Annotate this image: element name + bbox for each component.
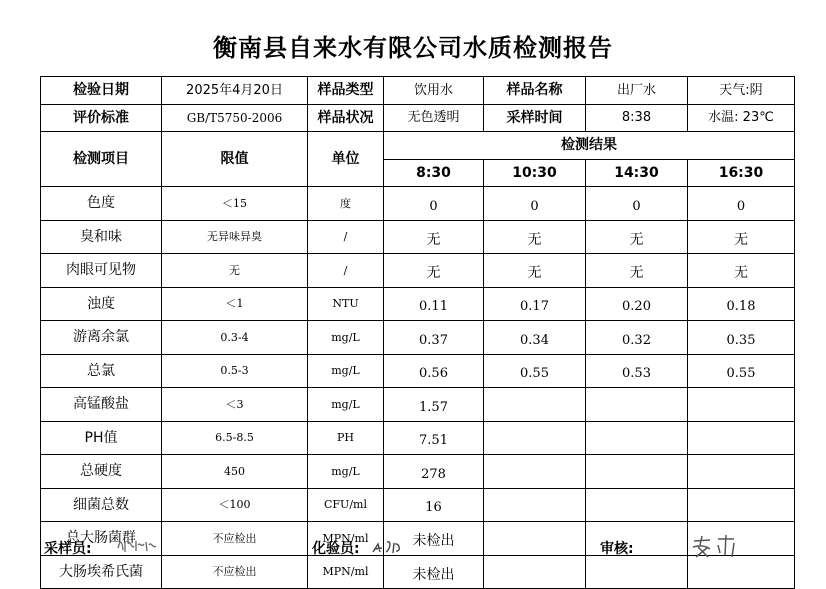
result-cell: 未检出 <box>384 555 484 589</box>
limit-cell: 不应检出 <box>162 522 308 556</box>
result-cell <box>688 388 795 422</box>
limit-cell: ＜1 <box>162 287 308 321</box>
unit-cell: PH <box>308 421 384 455</box>
table-row <box>41 421 795 455</box>
sample-name-label: 样品名称 <box>484 77 586 105</box>
standard-value: GB/T5750-2006 <box>162 104 308 132</box>
inspector-label: 化验员: <box>312 541 360 557</box>
table-row <box>41 321 795 355</box>
result-cell <box>586 421 688 455</box>
result-cell <box>688 488 795 522</box>
result-cell: 无 <box>384 220 484 254</box>
table-row <box>41 555 795 589</box>
result-cell <box>586 388 688 422</box>
result-cell: 7.51 <box>384 421 484 455</box>
limit-header: 限值 <box>162 132 308 187</box>
result-cell <box>586 555 688 589</box>
result-cell <box>688 455 795 489</box>
unit-cell: MPN/ml <box>308 522 384 556</box>
result-cell: 0.56 <box>384 354 484 388</box>
result-cell <box>586 455 688 489</box>
table-row <box>41 220 795 254</box>
header-row-1 <box>41 132 795 160</box>
result-cell: 0.37 <box>384 321 484 355</box>
result-cell: 无 <box>484 254 586 288</box>
limit-cell: ＜15 <box>162 187 308 221</box>
unit-cell: mg/L <box>308 354 384 388</box>
reviewer-signature <box>690 533 742 561</box>
report-table <box>40 76 795 589</box>
result-cell: 0.18 <box>688 287 795 321</box>
unit-cell: CFU/ml <box>308 488 384 522</box>
limit-cell: ＜3 <box>162 388 308 422</box>
sample-time-value: 8:38 <box>586 104 688 132</box>
limit-cell: ＜100 <box>162 488 308 522</box>
result-cell <box>484 488 586 522</box>
weather-value: 天气:阴 <box>688 77 795 105</box>
result-cell <box>484 522 586 556</box>
item-cell: 游离余氯 <box>41 321 162 355</box>
time-header: 14:30 <box>586 159 688 187</box>
date-value: 2025年4月20日 <box>162 77 308 105</box>
unit-header: 单位 <box>308 132 384 187</box>
reviewer-label: 审核: <box>600 541 634 557</box>
item-cell: 臭和味 <box>41 220 162 254</box>
item-cell: 细菌总数 <box>41 488 162 522</box>
table-row <box>41 287 795 321</box>
sampler-label: 采样员: <box>44 541 92 557</box>
result-cell: 0.17 <box>484 287 586 321</box>
result-cell: 无 <box>688 254 795 288</box>
item-cell: 肉眼可见物 <box>41 254 162 288</box>
limit-cell: 450 <box>162 455 308 489</box>
result-cell: 0 <box>688 187 795 221</box>
item-cell: 总大肠菌群 <box>41 522 162 556</box>
result-cell: 未检出 <box>384 522 484 556</box>
limit-cell: 不应检出 <box>162 555 308 589</box>
sample-status-value: 无色透明 <box>384 104 484 132</box>
unit-cell: 度 <box>308 187 384 221</box>
time-header: 10:30 <box>484 159 586 187</box>
result-cell <box>484 388 586 422</box>
item-cell: 色度 <box>41 187 162 221</box>
result-cell: 16 <box>384 488 484 522</box>
unit-cell: mg/L <box>308 388 384 422</box>
limit-cell: 无异味异臭 <box>162 220 308 254</box>
result-cell <box>484 421 586 455</box>
sample-time-label: 采样时间 <box>484 104 586 132</box>
result-cell: 0.55 <box>688 354 795 388</box>
table-row <box>41 187 795 221</box>
inspector-signature <box>370 536 410 558</box>
sampler-signature <box>116 536 158 556</box>
item-cell: PH值 <box>41 421 162 455</box>
limit-cell: 无 <box>162 254 308 288</box>
water-temp-value: 水温: 23℃ <box>688 104 795 132</box>
sample-status-label: 样品状况 <box>308 104 384 132</box>
table-row <box>41 455 795 489</box>
item-header: 检测项目 <box>41 132 162 187</box>
table-row <box>41 354 795 388</box>
item-cell: 总硬度 <box>41 455 162 489</box>
result-cell: 0.34 <box>484 321 586 355</box>
item-cell: 高锰酸盐 <box>41 388 162 422</box>
standard-label: 评价标准 <box>41 104 162 132</box>
report-title: 衡南县自来水有限公司水质检测报告 <box>213 34 613 62</box>
unit-cell: MPN/ml <box>308 555 384 589</box>
result-cell: 0 <box>586 187 688 221</box>
result-cell: 无 <box>384 254 484 288</box>
limit-cell: 0.5-3 <box>162 354 308 388</box>
result-cell <box>484 455 586 489</box>
unit-cell: mg/L <box>308 455 384 489</box>
table-row <box>41 488 795 522</box>
limit-cell: 0.3-4 <box>162 321 308 355</box>
time-header: 8:30 <box>384 159 484 187</box>
result-cell: 0.53 <box>586 354 688 388</box>
result-cell: 0.35 <box>688 321 795 355</box>
result-cell: 无 <box>586 220 688 254</box>
item-cell: 大肠埃希氏菌 <box>41 555 162 589</box>
info-row-1 <box>41 77 795 105</box>
table-row <box>41 254 795 288</box>
result-cell: 无 <box>484 220 586 254</box>
result-cell <box>688 421 795 455</box>
unit-cell: NTU <box>308 287 384 321</box>
result-cell: 0.32 <box>586 321 688 355</box>
sample-type-value: 饮用水 <box>384 77 484 105</box>
result-cell: 0.20 <box>586 287 688 321</box>
sample-type-label: 样品类型 <box>308 77 384 105</box>
time-header: 16:30 <box>688 159 795 187</box>
result-cell <box>586 488 688 522</box>
item-cell: 浊度 <box>41 287 162 321</box>
result-cell: 0.11 <box>384 287 484 321</box>
result-cell: 无 <box>586 254 688 288</box>
unit-cell: mg/L <box>308 321 384 355</box>
result-cell: 0 <box>384 187 484 221</box>
sample-name-value: 出厂水 <box>586 77 688 105</box>
result-cell: 0 <box>484 187 586 221</box>
results-header: 检测结果 <box>384 132 795 160</box>
unit-cell: / <box>308 220 384 254</box>
result-cell <box>484 555 586 589</box>
result-cell: 0.55 <box>484 354 586 388</box>
table-row <box>41 388 795 422</box>
date-label: 检验日期 <box>41 77 162 105</box>
unit-cell: / <box>308 254 384 288</box>
info-row-2 <box>41 104 795 132</box>
result-cell: 1.57 <box>384 388 484 422</box>
limit-cell: 6.5-8.5 <box>162 421 308 455</box>
item-cell: 总氯 <box>41 354 162 388</box>
result-cell: 无 <box>688 220 795 254</box>
result-cell: 278 <box>384 455 484 489</box>
